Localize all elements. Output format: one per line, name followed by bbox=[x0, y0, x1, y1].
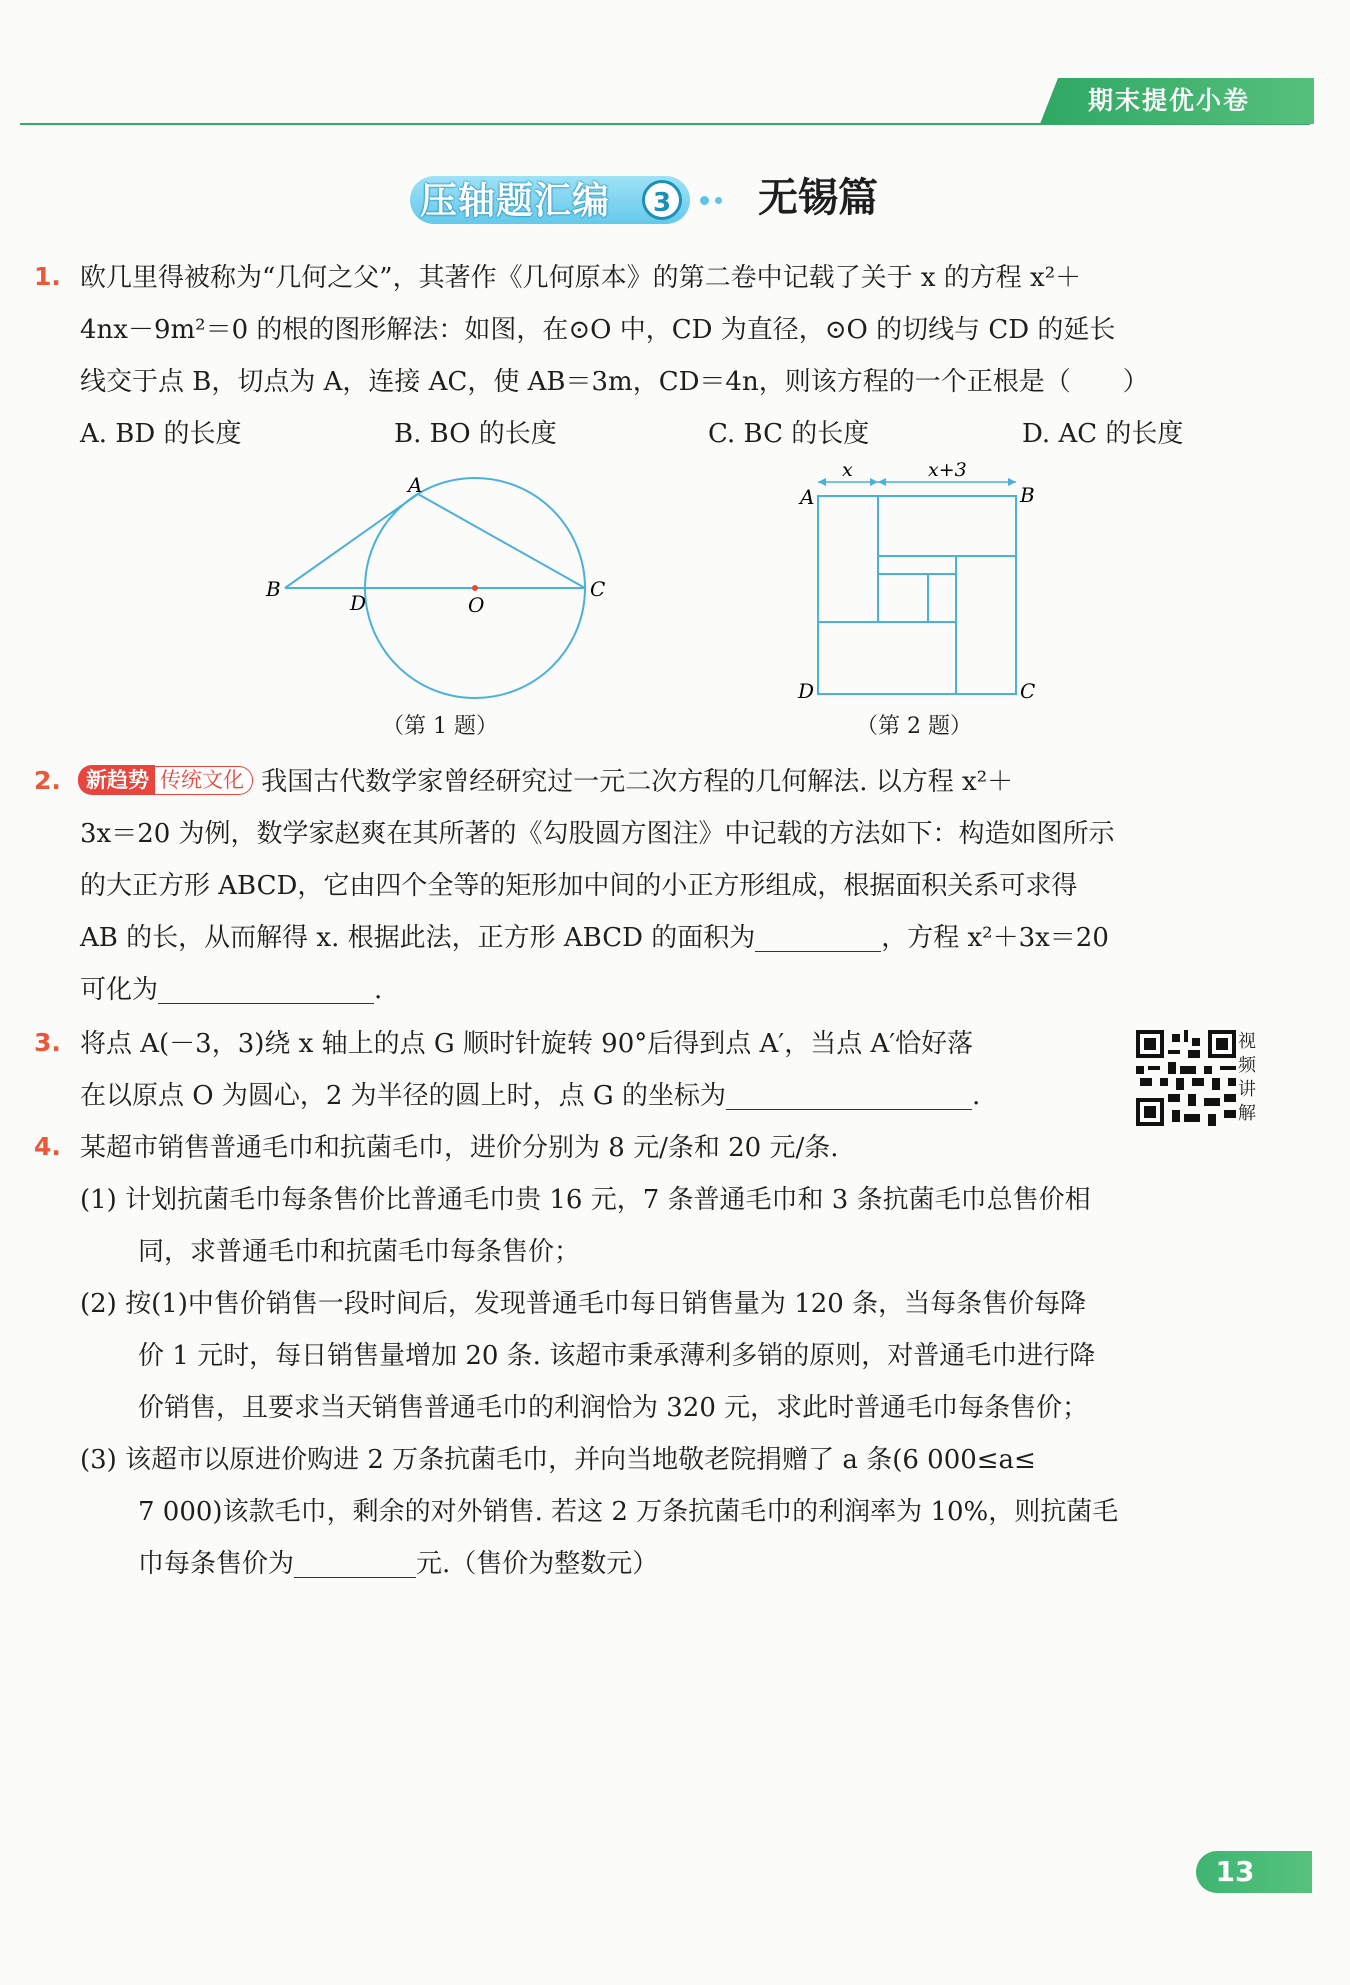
q1-figure bbox=[250, 470, 630, 730]
q2-line-4 bbox=[80, 918, 1109, 958]
q4-part3-line3 bbox=[138, 1544, 658, 1584]
qr-label: 视频讲解 bbox=[1238, 1031, 1256, 1124]
qr-code-icon[interactable] bbox=[1136, 1030, 1236, 1126]
q2-line-5 bbox=[80, 970, 382, 1010]
q2-line-4b: ，方程 x²＋3x＝20 bbox=[881, 923, 1109, 953]
label-a: A bbox=[800, 485, 815, 509]
answer-blank[interactable] bbox=[726, 1079, 972, 1110]
title-main: 压轴题汇编 bbox=[420, 178, 610, 222]
label-d: D bbox=[350, 591, 367, 615]
q4-part3-line3a: 巾每条售价为 bbox=[138, 1549, 295, 1579]
arrow bbox=[870, 478, 878, 486]
page-number: 13 bbox=[1215, 1855, 1255, 1888]
title-dot bbox=[700, 196, 709, 205]
line-ab bbox=[285, 494, 418, 588]
q1-line-2: 4nx－9m²＝0 的根的图形解法：如图，在⊙O 中，CD 为直径，⊙O 的切线与 CD 的延长 bbox=[80, 315, 1116, 345]
q2-line-3: 的大正方形 ABCD，它由四个全等的矩形加中间的小正方形组成，根据面积关系可求得 bbox=[80, 871, 1078, 901]
label-o: O bbox=[468, 593, 485, 617]
answer-blank[interactable] bbox=[755, 921, 881, 952]
answer-blank[interactable] bbox=[294, 1547, 416, 1578]
question-number: 2. bbox=[34, 766, 61, 795]
label-b: B bbox=[266, 577, 281, 601]
q2-caption: （第 2 题） bbox=[856, 714, 972, 739]
q2-line-1 bbox=[78, 762, 1013, 802]
title-number: 3 bbox=[642, 180, 682, 220]
q1-option-c: C. BC 的长度 bbox=[708, 419, 870, 449]
label-c: C bbox=[1020, 679, 1036, 703]
tag-traditional-culture: 传统文化 bbox=[155, 766, 253, 795]
q2-line-5a: 可化为 bbox=[80, 975, 159, 1005]
label-a: A bbox=[408, 473, 423, 497]
q2-line-1-text: 我国古代数学家曾经研究过一元二次方程的几何解法. 以方程 x²＋ bbox=[261, 767, 1014, 797]
q1-option-d: D. AC 的长度 bbox=[1022, 419, 1184, 449]
arrow bbox=[818, 478, 826, 486]
q2-line-4a: AB 的长，从而解得 x. 根据此法，正方形 ABCD 的面积为 bbox=[80, 923, 756, 953]
q2-figure bbox=[790, 462, 1050, 712]
q1-line-1: 欧几里得被称为“几何之父”，其著作《几何原本》的第二卷中记载了关于 x 的方程 x²＋ bbox=[80, 263, 1082, 293]
q1-line-3: 线交于点 B，切点为 A，连接 AC，使 AB＝3m，CD＝4n，则该方程的一个正根是（ ） bbox=[80, 367, 1149, 397]
center-point bbox=[472, 585, 478, 591]
q4-part2-line3: 价销售，且要求当天销售普通毛巾的利润恰为 320 元，求此时普通毛巾每条售价； bbox=[138, 1393, 1089, 1423]
q1-caption: （第 1 题） bbox=[382, 714, 498, 739]
question-number: 1. bbox=[34, 262, 61, 291]
question-number: 3. bbox=[34, 1028, 61, 1057]
title-suffix: 无锡篇 bbox=[758, 174, 878, 221]
header-tag: 期末提优小卷 bbox=[1088, 86, 1251, 115]
q4-part3-line3b: 元.（售价为整数元） bbox=[416, 1549, 659, 1579]
tag-new-trend: 新趋势 bbox=[78, 765, 155, 795]
question-number: 4. bbox=[34, 1132, 61, 1161]
q4-part3-line2: 7 000)该款毛巾，剩余的对外销售. 若这 2 万条抗菌毛巾的利润率为 10%，则抗菌毛 bbox=[138, 1497, 1119, 1527]
label-c: C bbox=[590, 577, 606, 601]
q4-part3-line1: (3) 该超市以原进价购进 2 万条抗菌毛巾，并向当地敬老院捐赠了 a 条(6 000≤a≤ bbox=[80, 1445, 1036, 1475]
q4-part1-line1: (1) 计划抗菌毛巾每条售价比普通毛巾贵 16 元，7 条普通毛巾和 3 条抗菌毛巾总售价相 bbox=[80, 1185, 1091, 1215]
q4-part2-line1: (2) 按(1)中售价销售一段时间后，发现普通毛巾每日销售量为 120 条，当每条售价每降 bbox=[80, 1289, 1087, 1319]
q3-line-2a: 在以原点 O 为圆心，2 为半径的圆上时，点 G 的坐标为 bbox=[80, 1081, 726, 1111]
q2-line-2: 3x＝20 为例，数学家赵爽在其所著的《勾股圆方图注》中记载的方法如下：构造如图所示 bbox=[80, 819, 1115, 849]
label-b: B bbox=[1020, 483, 1035, 507]
q4-part1-line2: 同，求普通毛巾和抗菌毛巾每条售价； bbox=[138, 1237, 581, 1267]
q2-line-5b: . bbox=[374, 975, 383, 1005]
q1-option-b: B. BO 的长度 bbox=[394, 419, 557, 449]
label-x3: x+3 bbox=[928, 462, 967, 481]
title-dot bbox=[715, 197, 722, 204]
q4-part2-line2: 价 1 元时，每日销售量增加 20 条. 该超市秉承薄利多销的原则，对普通毛巾进行降 bbox=[138, 1341, 1096, 1371]
q3-line-2 bbox=[80, 1076, 980, 1116]
answer-blank[interactable] bbox=[158, 973, 374, 1004]
arrow bbox=[1008, 478, 1016, 486]
arrow bbox=[878, 478, 886, 486]
q4-intro: 某超市销售普通毛巾和抗菌毛巾，进价分别为 8 元/条和 20 元/条. bbox=[80, 1133, 839, 1163]
label-x: x bbox=[842, 462, 853, 481]
square-abcd bbox=[818, 496, 1016, 694]
q3-line-1: 将点 A(－3，3)绕 x 轴上的点 G 顺时针旋转 90°后得到点 A′，当点 A′恰好落 bbox=[80, 1029, 974, 1059]
q1-option-a: A. BD 的长度 bbox=[80, 419, 242, 449]
label-d: D bbox=[798, 679, 815, 703]
q3-line-2b: . bbox=[971, 1081, 981, 1111]
line-ac bbox=[418, 494, 585, 588]
